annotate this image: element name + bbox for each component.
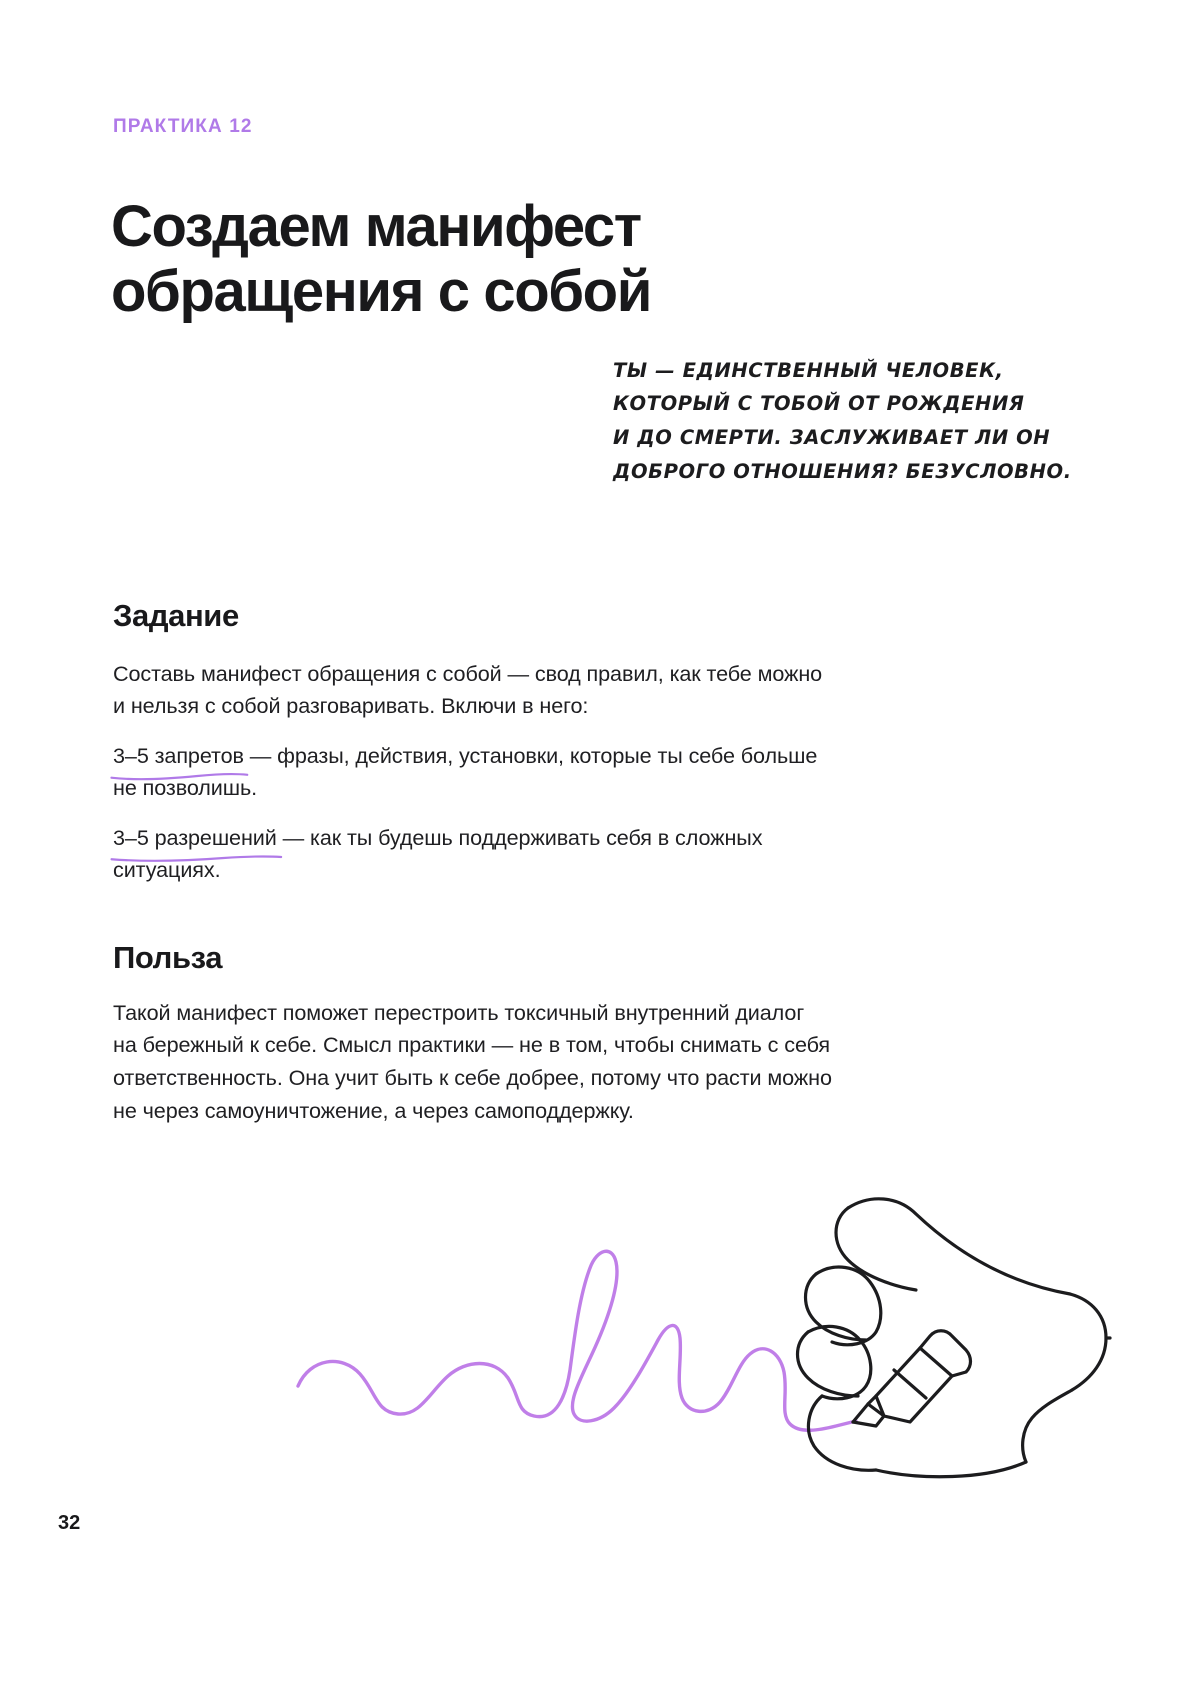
page-title [111, 195, 871, 325]
task-rule-1-line-2: не позволишь. [113, 775, 257, 801]
quote-line-3: И ДО СМЕРТИ. ЗАСЛУЖИВАЕТ ЛИ ОН [613, 425, 1051, 449]
page-title-line-2: обращения с собой [111, 258, 651, 324]
benefit-line-4: не через самоуничтожение, а через самоподдержку. [113, 1098, 634, 1124]
underlined-phrase-prohibitions-text: 3–5 запретов [113, 742, 244, 768]
task-rule-2-line-1 [113, 822, 973, 855]
quote-line-2: КОТОРЫЙ С ТОБОЙ ОТ РОЖДЕНИЯ [613, 392, 1025, 416]
task-intro-line-2: и нельзя с собой разговаривать. Включи в него: [113, 693, 589, 719]
practice-kicker: ПРАКТИКА 12 [113, 116, 253, 137]
section-heading-benefit: Польза [113, 939, 223, 975]
benefit-line-2: на бережный к себе. Смысл практики — не в том, чтобы снимать с себя [113, 1032, 831, 1058]
page-number: 32 [58, 1512, 81, 1534]
section-heading-task: Задание [113, 597, 239, 633]
hand-drawing-illustration [280, 1190, 1110, 1480]
task-rule-1-line-1 [113, 740, 973, 773]
benefit-paragraph [113, 997, 973, 1128]
page-title-line-1: Создаем манифест [111, 193, 641, 259]
task-rule-1-rest: — фразы, действия, установки, которые ты себе больше [243, 742, 818, 768]
quote-line-4: ДОБРОГО ОТНОШЕНИЯ? БЕЗУСЛОВНО. [613, 459, 1072, 483]
task-rule-2-rest: — как ты будешь поддерживать себя в сложных [276, 824, 763, 850]
quote-line-1: ТЫ — ЕДИНСТВЕННЫЙ ЧЕЛОВЕК, [613, 358, 1004, 382]
underlined-phrase-permissions-text: 3–5 разрешений [113, 824, 277, 850]
underlined-phrase-prohibitions [113, 740, 244, 773]
task-rule-2-paragraph [113, 822, 973, 888]
underlined-phrase-permissions [113, 822, 277, 855]
task-intro-line-1: Составь манифест обращения с собой — свод правил, как тебе можно [113, 660, 823, 686]
task-rule-2-line-2: ситуациях. [113, 857, 221, 883]
purple-squiggle [298, 1251, 856, 1430]
task-rule-1-paragraph [113, 740, 973, 806]
task-intro-paragraph [113, 658, 973, 724]
benefit-line-1: Такой манифест поможет перестроить токсичный внутренний диалог [113, 999, 805, 1025]
marker-quote [613, 354, 1083, 489]
benefit-line-3: ответственность. Она учит быть к себе добрее, потому что расти можно [113, 1065, 832, 1091]
